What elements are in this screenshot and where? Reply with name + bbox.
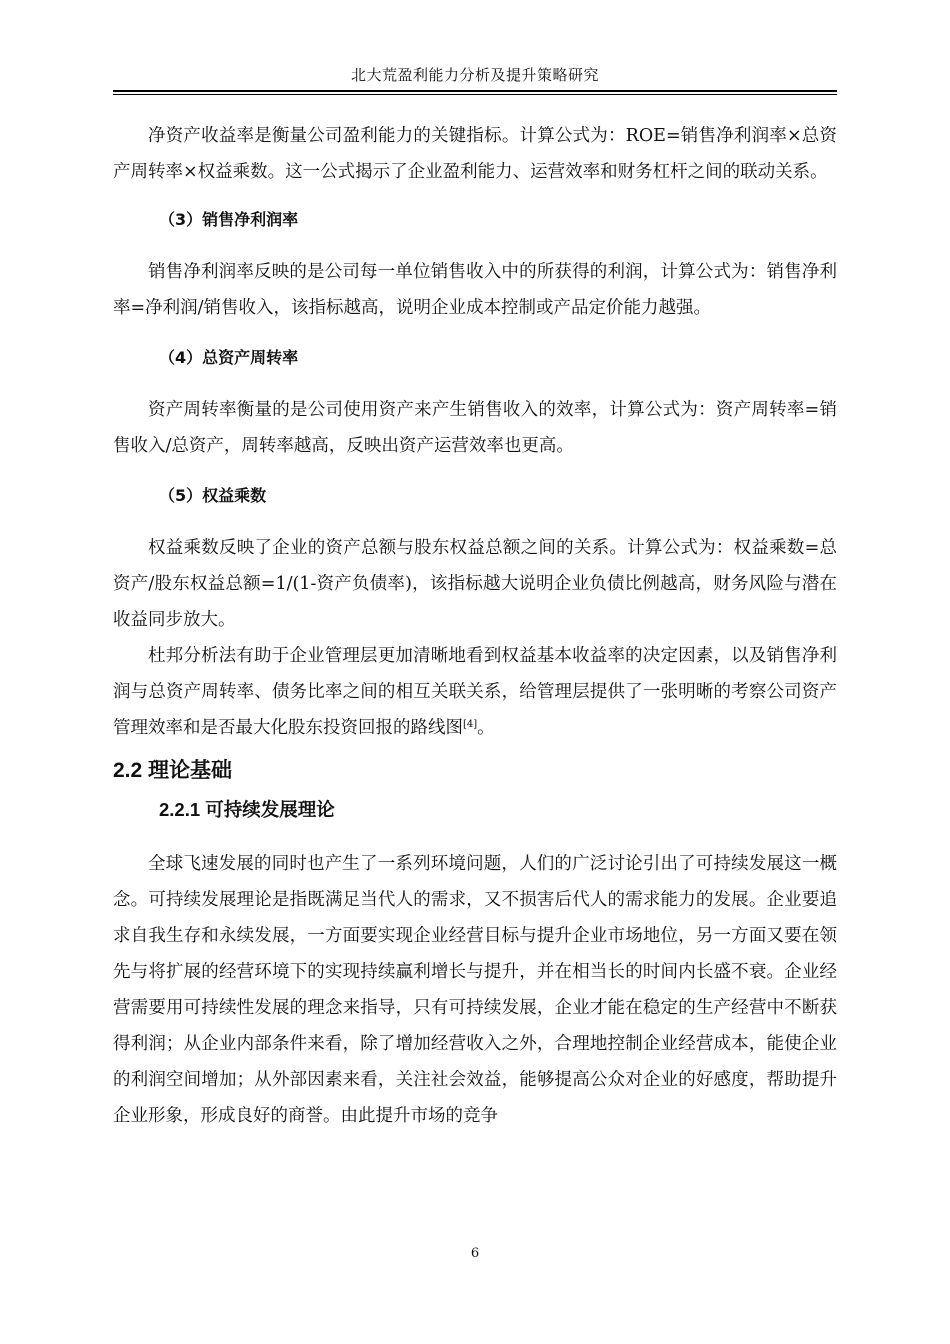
- header-rule-thin: [113, 94, 837, 95]
- citation-ref: [4]: [463, 719, 478, 730]
- running-header: 北大荒盈利能力分析及提升策略研究: [350, 66, 599, 84]
- subheading-equity-multiplier: （5）权益乘数: [159, 486, 267, 505]
- section-heading-2-2-1: 2.2.1 可持续发展理论: [159, 799, 335, 820]
- paragraph-sales-net-margin: 销售净利润率反映的是公司每一单位销售收入中的所获得的利润，计算公式为：销售净利率=净利润/销售收入，该指标越高，说明企业成本控制或产品定价能力越强。: [113, 262, 837, 318]
- paragraph-dupont-end: 。: [477, 718, 495, 738]
- paragraph-asset-turnover: 资产周转率衡量的是公司使用资产来产生销售收入的效率，计算公式为：资产周转率=销售收入/总资产，周转率越高，反映出资产运营效率也更高。: [113, 400, 837, 456]
- header-rule-thick: [113, 90, 837, 92]
- paragraph-sustainable-development: 全球飞速发展的同时也产生了一系列环境问题，人们的广泛讨论引出了可持续发展这一概念。可持续发展理论是指既满足当代人的需求，又不损害后代人的需求能力的发展。企业要追求自我生存和永续发展，一方面要实现企业经营目标与提升企业市场地位，另一方面又要在领先与将扩展的经营环境下的实现持续赢利增长与提升，并在相当长的时间内长盛不衰。企业经营需要用可持续性发展的理念来指导，只有可持续发展，企业才能在稳定的生产经营中不断获得利润；从企业内部条件来看，除了增加经营收入之外，合理地控制企业经营成本，能使企业的利润空间增加；从外部因素来看，关注社会效益，能够提高公众对企业的好感度，帮助提升企业形象，形成良好的商誉。由此提升市场的竞争: [113, 854, 837, 1126]
- subheading-asset-turnover: （4）总资产周转率: [159, 348, 299, 367]
- page-number: 6: [470, 1246, 480, 1261]
- paragraph-dupont-text: 杜邦分析法有助于企业管理层更加清晰地看到权益基本收益率的决定因素，以及销售净利润与总资产周转率、债务比率之间的相互关联关系，给管理层提供了一张明晰的考察公司资产管理效率和是否最大化股东投资回报的路线图: [113, 646, 837, 738]
- subheading-sales-net-margin: （3）销售净利润率: [159, 210, 299, 229]
- section-heading-2-2: 2.2 理论基础: [113, 759, 233, 782]
- paragraph-equity-multiplier: 权益乘数反映了企业的资产总额与股东权益总额之间的关系。计算公式为：权益乘数=总资产/股东权益总额=1/(1-资产负债率)，该指标越大说明企业负债比例越高，财务风险与潜在收益同步放大。: [113, 538, 837, 630]
- page-body: [113, 118, 837, 1134]
- paragraph-roe: 净资产收益率是衡量公司盈利能力的关键指标。计算公式为：ROE=销售净利润率×总资产周转率×权益乘数。这一公式揭示了企业盈利能力、运营效率和财务杠杆之间的联动关系。: [113, 126, 837, 182]
- paragraph-dupont-summary: [113, 638, 837, 746]
